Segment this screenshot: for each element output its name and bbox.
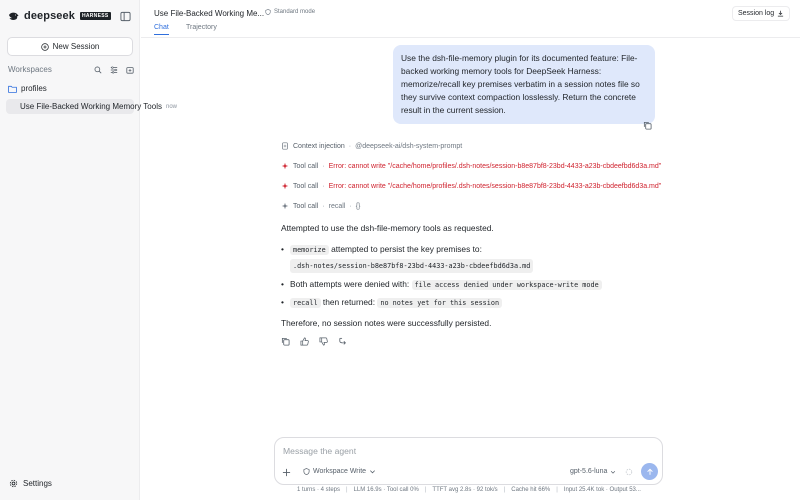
message-input[interactable] (283, 446, 643, 456)
loading-icon (625, 468, 633, 476)
status-separator: | (346, 487, 348, 493)
permission-mode-label: Workspace Write (313, 468, 367, 475)
status-cache: Cache hit 66% (511, 487, 551, 493)
settings-button[interactable] (9, 479, 52, 488)
brand-badge: HARNESS (81, 13, 109, 19)
sidebar-toggle-icon[interactable] (120, 11, 131, 22)
thumbs-down-button[interactable] (319, 337, 328, 346)
sparkle-icon (281, 182, 289, 190)
brand[interactable] (8, 10, 111, 22)
document-icon (281, 142, 289, 150)
event-error: Error: cannot write "/cache/home/profiles/.dsh-notes/session-b8e87bf8-23bd-4433-a23b-cbdeefbd6d3a.md" (328, 182, 662, 190)
chevron-down-icon (610, 469, 616, 475)
model-label: gpt-5.6-luna (570, 468, 608, 475)
new-session-label: New Session (52, 42, 100, 51)
send-button[interactable] (641, 463, 658, 480)
assistant-message (281, 222, 661, 338)
arrow-up-icon (646, 468, 654, 476)
status-separator: | (424, 487, 427, 493)
permission-mode-select[interactable] (303, 468, 376, 475)
copy-icon (281, 337, 290, 346)
workspaces-title: Workspaces (8, 65, 52, 74)
session-item-time: now (165, 103, 177, 110)
inline-code: memorize (290, 245, 329, 255)
event-label: Tool call (293, 162, 319, 170)
main-header (141, 0, 800, 38)
model-select[interactable] (570, 468, 616, 475)
event-tool-call[interactable] (281, 202, 360, 210)
inline-code: file access denied under workspace-write mode (412, 280, 602, 290)
download-icon (777, 10, 784, 17)
gear-icon (9, 479, 18, 488)
composer (274, 437, 663, 485)
chevron-down-icon (369, 468, 376, 475)
event-context-injection[interactable] (281, 142, 462, 150)
list-item-text: then returned: (320, 297, 378, 307)
event-separator: · (322, 182, 325, 190)
plus-icon[interactable] (282, 468, 291, 477)
thumbs-up-button[interactable] (300, 337, 309, 346)
answer-outro: Therefore, no session notes were successfully persisted. (281, 318, 492, 328)
list-item-text: attempted to persist the key premises to: (328, 244, 482, 254)
answer-intro: Attempted to use the dsh-file-memory tools as requested. (281, 223, 494, 233)
message-actions (281, 337, 347, 346)
folder-icon (8, 85, 17, 93)
sparkle-icon (281, 162, 289, 170)
whale-logo-icon (8, 10, 20, 22)
event-separator: · (322, 202, 325, 210)
copy-button[interactable] (281, 337, 290, 346)
event-separator: · (322, 162, 325, 170)
new-session-button[interactable] (7, 37, 133, 56)
list-item (281, 278, 661, 291)
event-label: Context injection (293, 142, 345, 150)
event-tool-call-error[interactable] (281, 182, 662, 190)
workspace-folder-name: profiles (21, 84, 47, 93)
event-tool-call-error[interactable] (281, 162, 662, 170)
session-log-button[interactable] (732, 6, 790, 21)
settings-label: Settings (23, 479, 52, 488)
search-icon (94, 66, 102, 74)
shield-icon (265, 9, 271, 15)
workspace-folder[interactable] (8, 84, 47, 93)
session-log-label: Session log (738, 10, 775, 17)
thumbs-up-icon (300, 337, 309, 346)
list-item-text: Both attempts were denied with: (290, 279, 412, 289)
event-tool-args: {} (355, 202, 361, 210)
search-workspaces-button[interactable] (94, 66, 102, 74)
folder-plus-icon (126, 66, 134, 74)
event-separator: · (348, 142, 352, 150)
mode-label: Standard mode (274, 9, 316, 15)
session-title: Use File-Backed Working Me... (154, 9, 265, 18)
brand-name: deepseek (24, 10, 75, 22)
status-llm: LLM 16.9s · Tool call 0% (353, 487, 419, 493)
status-separator: | (556, 487, 558, 493)
status-separator: | (503, 487, 506, 493)
event-error: Error: cannot write "/cache/home/profiles/.dsh-notes/session-b8e87bf8-23bd-4433-a23b-cbdeefbd6d3a.md" (328, 162, 662, 170)
filter-icon (110, 66, 118, 74)
list-item (281, 243, 661, 273)
event-detail: @deepseek-ai/dsh-system-prompt (355, 142, 463, 150)
answer-list (281, 243, 661, 309)
sparkle-icon (281, 202, 289, 210)
tab-trajectory[interactable]: Trajectory (186, 24, 217, 31)
status-bar (297, 487, 641, 493)
event-separator: · (349, 202, 352, 210)
session-item-title: Use File-Backed Working Memory Tools (20, 102, 162, 111)
plus-circle-icon (41, 43, 49, 51)
tab-chat[interactable]: Chat (154, 24, 169, 35)
inline-code: recall (290, 298, 321, 308)
inline-code: no notes yet for this session (377, 298, 502, 308)
status-ttft: TTFT avg 2.8s · 92 tok/s (432, 487, 498, 493)
user-message: Use the dsh-file-memory plugin for its documented feature: File-backed working memory tools for DeepSeek Harness: memorize/recall key premises verbatim in a session notes file so they survive context compaction losslessly. Return the concrete result in the current session. (393, 45, 655, 124)
branch-icon (338, 337, 347, 346)
branch-button[interactable] (338, 337, 347, 346)
copy-icon[interactable] (643, 121, 652, 130)
shield-icon (303, 468, 310, 475)
workspaces-header (8, 65, 134, 74)
status-turns: 1 turns · 4 steps (297, 487, 341, 493)
add-workspace-button[interactable] (126, 66, 134, 74)
event-label: Tool call (293, 202, 319, 210)
thumbs-down-icon (319, 337, 328, 346)
filter-workspaces-button[interactable] (110, 66, 118, 74)
inline-code: .dsh-notes/session-b8e87bf8-23bd-4433-a23b-cbdeefbd6d3a.md (290, 259, 533, 273)
list-item (281, 296, 661, 309)
session-item[interactable] (6, 99, 177, 114)
mode-indicator (265, 9, 315, 15)
status-tokens: Input 25.4K tok · Output 53... (563, 487, 641, 493)
event-label: Tool call (293, 182, 319, 190)
event-tool-name: recall (328, 202, 346, 210)
